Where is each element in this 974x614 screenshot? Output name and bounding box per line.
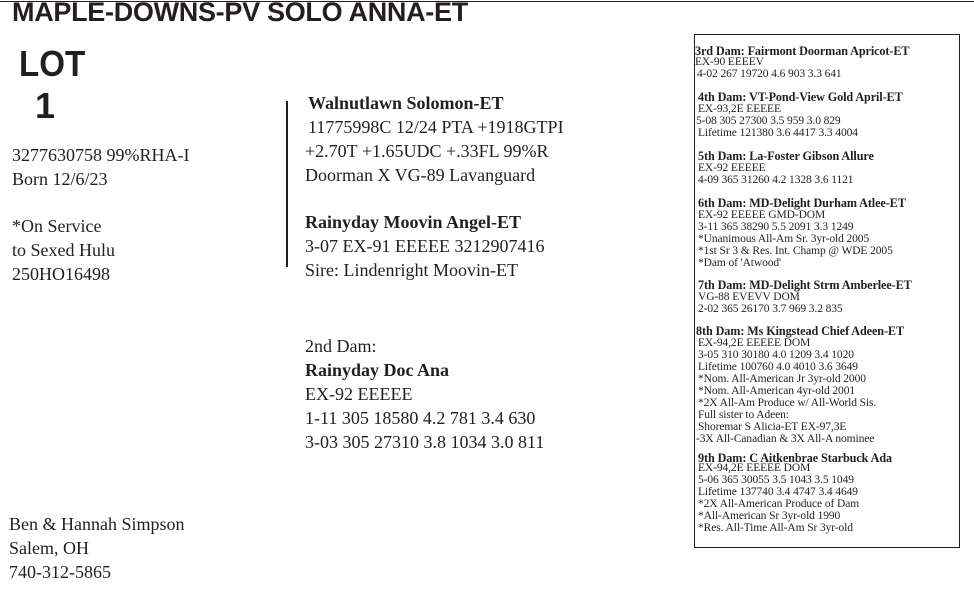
eighth-dam-heading: 8th Dam: Ms Kingstead Chief Adeen-ET <box>696 324 904 338</box>
pedigree-line: VG-88 EVEVV DOM <box>698 291 800 303</box>
pedigree-line: 5-08 305 27300 3.5 959 3.0 829 <box>696 115 841 127</box>
pedigree-line: -3X All-Canadian & 3X All-A nominee <box>696 433 875 445</box>
pedigree-line: EX-94,2E EEEEE DOM <box>698 337 811 349</box>
fourth-dam-heading: 4th Dam: VT-Pond-View Gold April-ET <box>698 90 903 104</box>
pedigree-line: *2X All-Am Produce w/ All-World Sis. <box>698 397 877 409</box>
pedigree-line: EX-92 EEEEE <box>698 162 766 174</box>
pedigree-line: Lifetime 137740 3.4 4747 3.4 4649 <box>698 486 858 498</box>
registration-line: 3277630758 99%RHA-I <box>12 145 190 165</box>
sixth-dam-heading: 6th Dam: MD-Delight Durham Atlee-ET <box>698 196 906 210</box>
extended-pedigree-box <box>694 34 960 548</box>
third-dam-heading: 3rd Dam: Fairmont Doorman Apricot-ET <box>695 44 910 58</box>
pedigree-line: *Nom. All-American Jr 3yr-old 2000 <box>698 373 866 385</box>
dam-line-1: 3-07 EX-91 EEEEE 3212907416 <box>305 236 545 256</box>
sire-line-1: 11775998C 12/24 PTA +1918GTPI <box>308 117 564 137</box>
pedigree-line: *2X All-American Produce of Dam <box>698 498 860 510</box>
birth-date: Born 12/6/23 <box>12 169 108 189</box>
sire-name: Walnutlawn Solomon-ET <box>308 93 504 113</box>
pedigree-line: *All-American Sr 3yr-old 1990 <box>698 510 841 522</box>
pedigree-line: *Unanimous All-Am Sr. 3yr-old 2005 <box>698 233 870 245</box>
service-line-1: *On Service <box>12 216 102 236</box>
pedigree-line: 3-11 365 38290 5.5 2091 3.3 1249 <box>698 221 854 233</box>
pedigree-line: Shoremar S Alicia-ET EX-97,3E <box>698 421 847 433</box>
vertical-rule <box>286 101 288 267</box>
seventh-dam-heading: 7th Dam: MD-Delight Strm Amberlee-ET <box>698 278 912 292</box>
ninth-dam-heading: 9th Dam: C Aitkenbrae Starbuck Ada <box>698 451 892 465</box>
pedigree-line: 4-09 365 31260 4.2 1328 3.6 1121 <box>698 174 854 186</box>
second-dam-line-1: EX-92 EEEEE <box>305 384 413 404</box>
second-dam-label: 2nd Dam: <box>305 336 377 356</box>
pedigree-line: *Dam of 'Atwood' <box>698 257 782 269</box>
second-dam-line-3: 3-03 305 27310 3.8 1034 3.0 811 <box>305 432 545 452</box>
pedigree-line: 2-02 365 26170 3.7 969 3.2 835 <box>698 303 843 315</box>
pedigree-line: Lifetime 100760 4.0 4010 3.6 3649 <box>698 361 858 373</box>
sire-line-3: Doorman X VG-89 Lavanguard <box>305 165 536 185</box>
pedigree-line: 4-02 267 19720 4.6 903 3.3 641 <box>697 68 842 80</box>
consignor-name: Ben & Hannah Simpson <box>9 514 185 534</box>
consignor-city: Salem, OH <box>9 538 89 558</box>
second-dam-name: Rainyday Doc Ana <box>305 360 450 380</box>
fifth-dam-heading: 5th Dam: La-Foster Gibson Allure <box>698 149 874 163</box>
animal-title: MAPLE-DOWNS-PV SOLO ANNA-ET <box>12 0 468 27</box>
pedigree-line: *Nom. All-American 4yr-old 2001 <box>698 385 856 397</box>
pedigree-line: EX-92 EEEEE GMD-DOM <box>698 209 826 221</box>
service-line-3: 250HO16498 <box>12 264 110 284</box>
pedigree-line: EX-90 EEEEV <box>695 56 764 68</box>
lot-label: LOT <box>19 43 86 84</box>
service-line-2: to Sexed Hulu <box>12 240 115 260</box>
second-dam-line-2: 1-11 305 18580 4.2 781 3.4 630 <box>305 408 536 428</box>
dam-name: Rainyday Moovin Angel-ET <box>305 212 522 232</box>
dam-line-2: Sire: Lindenright Moovin-ET <box>305 260 518 280</box>
pedigree-line: *1st Sr 3 & Res. Int. Champ @ WDE 2005 <box>698 245 893 257</box>
pedigree-line: Lifetime 121380 3.6 4417 3.3 4004 <box>698 127 858 139</box>
lot-number: 1 <box>35 85 56 126</box>
pedigree-line: 3-05 310 30180 4.0 1209 3.4 1020 <box>698 349 854 361</box>
pedigree-line: EX-93,2E EEEEE <box>698 103 781 115</box>
pedigree-line: Full sister to Adeen: <box>698 409 789 421</box>
consignor-phone: 740-312-5865 <box>9 562 111 582</box>
pedigree-line: EX-94,2E EEEEE DOM <box>698 462 811 474</box>
pedigree-line: *Res. All-Time All-Am Sr 3yr-old <box>698 522 853 534</box>
sire-line-2: +2.70T +1.65UDC +.33FL 99%R <box>305 141 549 161</box>
pedigree-line: 5-06 365 30055 3.5 1043 3.5 1049 <box>698 474 854 486</box>
